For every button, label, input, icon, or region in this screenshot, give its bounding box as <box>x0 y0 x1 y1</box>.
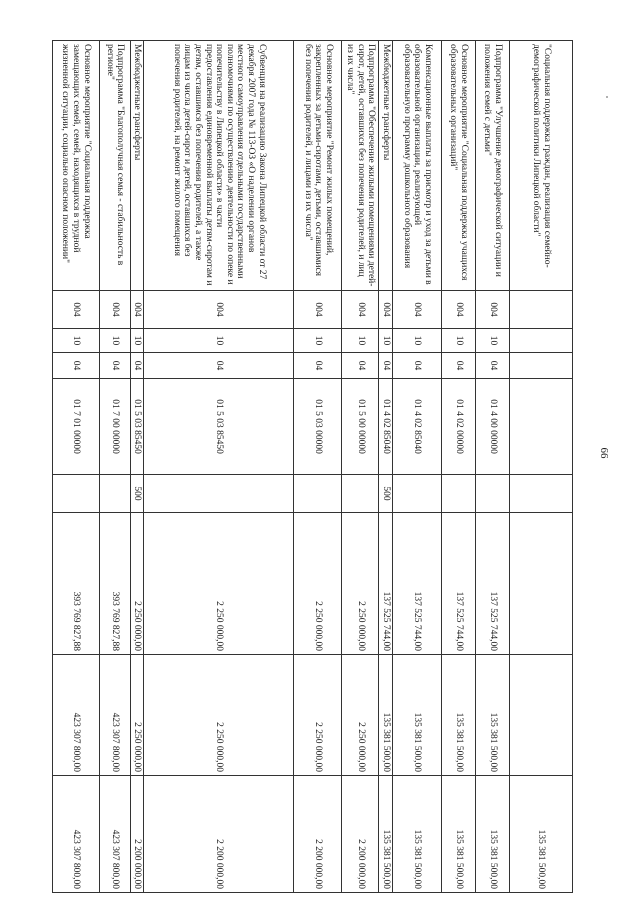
cell-name: Межбюджетные трансферты <box>130 41 144 291</box>
table-row <box>99 41 130 893</box>
cell-admin-code <box>510 291 573 329</box>
cell-section: 10 <box>379 329 393 353</box>
cell-name: Основное мероприятие "Ремонт жилых помещений, закрепленных за детьми-сиротами, детьми, оставшимися без попечения родителей, и лицами из их числа" <box>294 41 342 291</box>
cell-amount-3: 2 200 000,00 <box>342 776 379 893</box>
cell-subsection: 04 <box>393 353 442 379</box>
cell-name: Компенсационные выплаты за присмотр и уход за детьми в образовательной организации, реализующей образовательную программу дошкольного образования <box>393 41 442 291</box>
cell-subsection: 04 <box>442 353 476 379</box>
cell-subsection: 04 <box>294 353 342 379</box>
cell-name: Основное мероприятие "Социальная поддержка замещающих семей, семей, находящихся в трудной жизненной ситуации, социально опасном положении" <box>52 41 99 291</box>
cell-amount-3: 2 200 000,00 <box>294 776 342 893</box>
cell-amount-1: 137 525 744,00 <box>379 513 393 655</box>
cell-target-article: 01 7 00 00000 <box>99 379 130 475</box>
cell-amount-1: 2 250 000,00 <box>294 513 342 655</box>
cell-amount-3: 2 200 000,00 <box>144 776 294 893</box>
cell-amount-1: 393 769 827,88 <box>99 513 130 655</box>
cell-subsection: 04 <box>144 353 294 379</box>
rotated-page <box>60 40 573 892</box>
cell-subsection: 04 <box>379 353 393 379</box>
cell-amount-2: 423 307 800,00 <box>52 655 99 776</box>
rotated-content <box>60 40 573 892</box>
table-row <box>379 41 393 893</box>
cell-amount-2: 2 250 000,00 <box>342 655 379 776</box>
cell-expense-type <box>144 475 294 513</box>
cell-expense-type <box>442 475 476 513</box>
table-row <box>294 41 342 893</box>
scan-speck <box>606 96 608 98</box>
cell-subsection: 04 <box>52 353 99 379</box>
cell-target-article: 01 5 03 85450 <box>130 379 144 475</box>
cell-amount-2: 2 250 000,00 <box>130 655 144 776</box>
cell-target-article <box>510 379 573 475</box>
cell-section: 10 <box>294 329 342 353</box>
cell-target-article: 01 7 01 00000 <box>52 379 99 475</box>
table-row <box>510 41 573 893</box>
cell-admin-code: 004 <box>342 291 379 329</box>
cell-admin-code: 004 <box>144 291 294 329</box>
cell-amount-1: 137 525 744,00 <box>393 513 442 655</box>
cell-section: 10 <box>476 329 510 353</box>
cell-target-article: 01 5 03 85450 <box>144 379 294 475</box>
cell-amount-3: 135 381 500,00 <box>442 776 476 893</box>
cell-name: "Социальная поддержка граждан, реализация семейно-демографической политики Липецкой области" <box>510 41 573 291</box>
cell-amount-2: 2 250 000,00 <box>144 655 294 776</box>
cell-amount-3: 135 381 500,00 <box>393 776 442 893</box>
table-row <box>442 41 476 893</box>
page-number: 66 <box>598 447 610 459</box>
cell-admin-code: 004 <box>379 291 393 329</box>
cell-expense-type <box>99 475 130 513</box>
cell-section: 10 <box>130 329 144 353</box>
cell-amount-3: 423 307 800,00 <box>52 776 99 893</box>
cell-amount-1 <box>510 513 573 655</box>
table-row <box>393 41 442 893</box>
table-row <box>130 41 144 893</box>
cell-name: Подпрограмма "Улучшение демографической ситуации и положения семей с детьми" <box>476 41 510 291</box>
cell-amount-2 <box>510 655 573 776</box>
cell-target-article: 01 4 00 00000 <box>476 379 510 475</box>
cell-admin-code: 004 <box>99 291 130 329</box>
cell-section: 10 <box>342 329 379 353</box>
cell-amount-2: 135 381 500,00 <box>379 655 393 776</box>
cell-target-article: 01 4 02 85040 <box>379 379 393 475</box>
cell-target-article: 01 5 00 00000 <box>342 379 379 475</box>
cell-amount-1: 2 250 000,00 <box>342 513 379 655</box>
cell-section: 10 <box>144 329 294 353</box>
cell-expense-type <box>294 475 342 513</box>
cell-section: 10 <box>442 329 476 353</box>
table-row <box>52 41 99 893</box>
cell-section: 10 <box>393 329 442 353</box>
cell-subsection <box>510 353 573 379</box>
cell-admin-code: 004 <box>294 291 342 329</box>
cell-amount-3: 423 307 800,00 <box>99 776 130 893</box>
cell-section: 10 <box>52 329 99 353</box>
cell-section <box>510 329 573 353</box>
cell-name: Основное мероприятие "Социальная поддержка учащихся образовательных организаций" <box>442 41 476 291</box>
cell-subsection: 04 <box>476 353 510 379</box>
cell-expense-type <box>342 475 379 513</box>
table-row <box>476 41 510 893</box>
cell-admin-code: 004 <box>476 291 510 329</box>
table-body <box>52 41 572 893</box>
cell-amount-1: 393 769 827,88 <box>52 513 99 655</box>
cell-amount-1: 2 250 000,00 <box>130 513 144 655</box>
cell-subsection: 04 <box>130 353 144 379</box>
cell-admin-code: 004 <box>442 291 476 329</box>
cell-amount-1: 137 525 744,00 <box>476 513 510 655</box>
cell-admin-code: 004 <box>130 291 144 329</box>
cell-target-article: 01 5 03 00000 <box>294 379 342 475</box>
cell-expense-type <box>510 475 573 513</box>
cell-admin-code: 004 <box>52 291 99 329</box>
cell-amount-3: 2 200 000,00 <box>130 776 144 893</box>
cell-amount-2: 423 307 800,00 <box>99 655 130 776</box>
cell-name: Подпрограмма "Обеспечение жилыми помещениями детей-сирот, детей, оставшихся без попечения родителей, и лиц из их числа" <box>342 41 379 291</box>
cell-amount-3: 135 381 500,00 <box>510 776 573 893</box>
cell-name: Подпрограмма "Благополучная семья - стабильность в регионе" <box>99 41 130 291</box>
cell-name: Межбюджетные трансферты <box>379 41 393 291</box>
cell-target-article: 01 4 02 85040 <box>393 379 442 475</box>
cell-amount-1: 137 525 744,00 <box>442 513 476 655</box>
cell-amount-2: 135 381 500,00 <box>442 655 476 776</box>
table-row <box>144 41 294 893</box>
cell-expense-type <box>393 475 442 513</box>
cell-expense-type: 500 <box>130 475 144 513</box>
cell-amount-3: 135 381 500,00 <box>379 776 393 893</box>
cell-section: 10 <box>99 329 130 353</box>
cell-expense-type <box>476 475 510 513</box>
cell-expense-type <box>52 475 99 513</box>
cell-target-article: 01 4 02 00000 <box>442 379 476 475</box>
cell-subsection: 04 <box>342 353 379 379</box>
cell-name: Субвенция на реализацию Закона Липецкой области от 27 декабря 2007 года № 113-ОЗ «О наделении органов местного самоуправления отдельными государственными полномочиями по осуществлению деятельности по опеке и попечительству в Липецкой области» в части предоставления единовременной выплаты детям-сиротам и детям, оставшимся без попечения родителей, а также лицам из числа детей-сирот и детей, оставшихся без попечения родителей, на ремонт жилого помещения <box>144 41 294 291</box>
cell-subsection: 04 <box>99 353 130 379</box>
cell-amount-2: 135 381 500,00 <box>393 655 442 776</box>
cell-amount-1: 2 250 000,00 <box>144 513 294 655</box>
cell-expense-type: 500 <box>379 475 393 513</box>
cell-amount-2: 2 250 000,00 <box>294 655 342 776</box>
cell-amount-3: 135 381 500,00 <box>476 776 510 893</box>
cell-amount-2: 135 381 500,00 <box>476 655 510 776</box>
cell-admin-code: 004 <box>393 291 442 329</box>
budget-table <box>52 40 573 893</box>
table-row <box>342 41 379 893</box>
